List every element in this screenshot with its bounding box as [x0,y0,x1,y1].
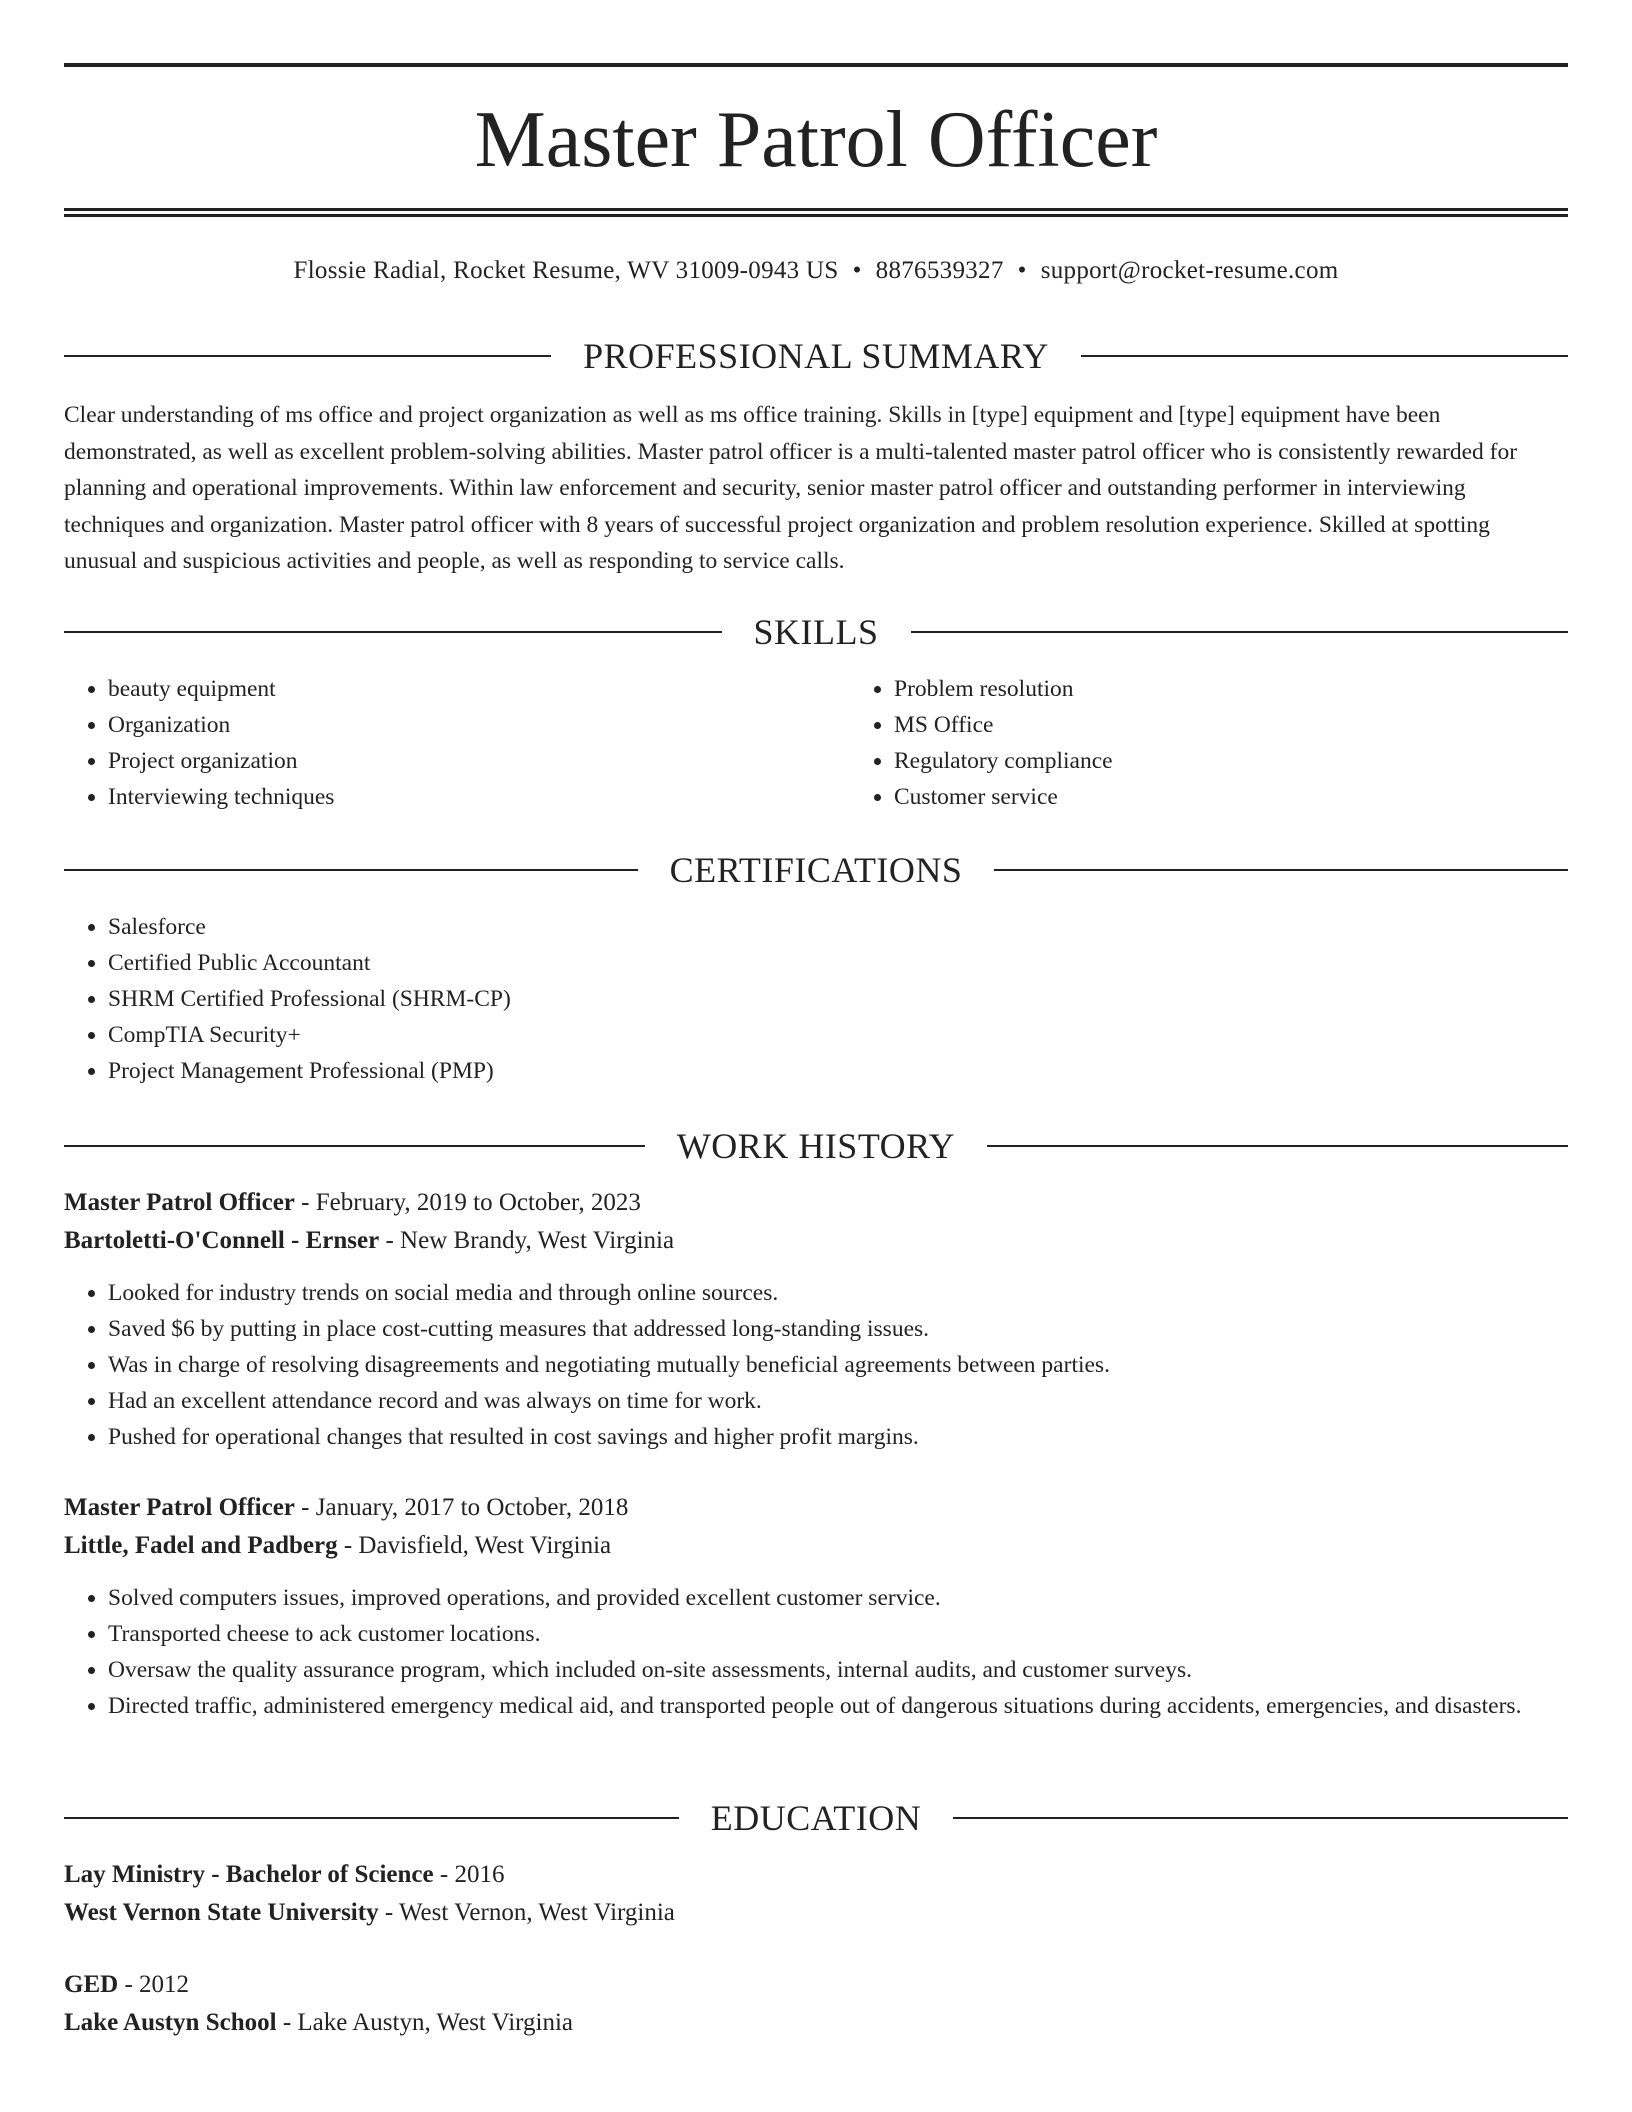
top-rule [64,63,1568,67]
job-bullet: • Directed traffic, administered emergency medical aid, and transported people out of dangerous situations during accidents, emergencies, and disasters. [108,1688,1568,1724]
heading-rule [994,869,1568,871]
section-title: EDUCATION [710,1798,922,1838]
education-school-line [64,1894,1568,1932]
job-company: Little, Fadel and Padberg [64,1532,338,1559]
job-title-line [64,1489,1568,1527]
job-bullet: • Solved computers issues, improved operations, and provided excellent customer service. [108,1580,1568,1616]
education-year: - 2012 [118,1971,190,1998]
education-school: Lake Austyn School [64,2009,277,2036]
certification-item: • SHRM Certified Professional (SHRM-CP) [108,981,1568,1017]
certification-item: • Certified Public Accountant [108,945,1568,981]
skill-item: • Organization [108,707,850,743]
certification-item: • CompTIA Security+ [108,1017,1568,1053]
education-degree: GED [64,1971,119,1998]
skill-item: • Regulatory compliance [894,743,1632,779]
section-title: SKILLS [753,612,879,652]
education-section [64,1794,1568,2042]
skill-item: • MS Office [894,707,1632,743]
job-bullet: • Saved $6 by putting in place cost-cutting measures that addressed long-standing issues. [108,1311,1568,1347]
contact-address: Flossie Radial, Rocket Resume, WV 31009-0943 US [293,257,839,284]
summary-text: Clear understanding of ms office and project organization as well as ms office training. Skills in [type] equipment and [type] equipment have been demonstrated, as well as excellent problem-solving abilities. Master patrol officer is a multi-talented master patrol officer who is consistently rewarded for planning and operational improvements. Within law enforcement and security, senior master patrol officer and outstanding performer in interviewing techniques and organization. Master patrol officer with 8 years of successful project organization and problem resolution experience. Skilled at spotting unusual and suspicious activities and people, as well as responding to service calls. [64,402,1518,574]
section-title: WORK HISTORY [676,1126,956,1166]
contact-email: support@rocket-resume.com [1040,257,1339,284]
job-bullet: • Oversaw the quality assurance program, which included on-site assessments, internal audits, and customer surveys. [108,1652,1568,1688]
contact-phone: 8876539327 [875,257,1004,284]
job-role: Master Patrol Officer [64,1494,295,1521]
contact-line [64,254,1568,288]
work-history-section [64,1122,1568,1724]
education-entry [64,1966,1568,2042]
job-bullet: • Pushed for operational changes that resulted in cost savings and higher profit margins. [108,1419,1568,1455]
skill-item: • Interviewing techniques [108,779,850,815]
certifications-list [64,909,1568,1089]
education-entry [64,1856,1568,1932]
job-role: Master Patrol Officer [64,1189,295,1216]
job-bullets [64,1275,1568,1455]
double-rule [64,208,1568,217]
contact-separator: • [852,257,862,284]
job-bullet: • Transported cheese to ack customer locations. [108,1616,1568,1652]
heading-rule [1081,355,1568,357]
education-school-line [64,2004,1568,2042]
section-heading [64,1794,1568,1842]
skills-section [64,608,1568,815]
heading-rule [987,1145,1568,1147]
job-bullet: • Had an excellent attendance record and was always on time for work. [108,1383,1568,1419]
section-title: PROFESSIONAL SUMMARY [583,336,1049,376]
job-dates: - February, 2019 to October, 2023 [294,1189,641,1216]
education-year: - 2016 [433,1861,505,1888]
education-degree-line [64,1966,1568,2004]
education-degree: Lay Ministry - Bachelor of Science [64,1861,434,1888]
section-heading [64,608,1568,656]
certification-item: • Salesforce [108,909,1568,945]
heading-rule [64,631,722,633]
section-heading [64,1122,1568,1170]
heading-rule [64,869,638,871]
job-entry [64,1184,1568,1455]
heading-rule [64,355,551,357]
section-heading [64,332,1568,380]
education-location: - Lake Austyn, West Virginia [276,2009,574,2036]
certification-item: • Project Management Professional (PMP) [108,1053,1568,1089]
skill-item: • beauty equipment [108,671,850,707]
contact-separator: • [1017,257,1027,284]
heading-rule [911,631,1569,633]
certifications-section [64,846,1568,1089]
job-location: - Davisfield, West Virginia [337,1532,612,1559]
job-company: Bartoletti-O'Connell - Ernser [64,1227,380,1254]
skill-item: • Problem resolution [894,671,1632,707]
job-company-line [64,1222,1568,1260]
job-dates: - January, 2017 to October, 2018 [294,1494,629,1521]
heading-rule [64,1145,645,1147]
section-heading [64,846,1568,894]
skill-item: • Customer service [894,779,1632,815]
job-bullets [64,1580,1568,1724]
section-title: CERTIFICATIONS [669,850,963,890]
education-school: West Vernon State University [64,1899,379,1926]
job-location: - New Brandy, West Virginia [379,1227,675,1254]
skill-item: • Project organization [108,743,850,779]
skills-list-left [64,671,850,815]
education-degree-line [64,1856,1568,1894]
skills-list-right [850,671,1632,815]
job-bullet: • Looked for industry trends on social media and through online sources. [108,1275,1568,1311]
job-company-line [64,1527,1568,1565]
heading-rule [953,1817,1568,1819]
education-location: - West Vernon, West Virginia [378,1899,675,1926]
resume-title: Master Patrol Officer [474,96,1158,184]
job-bullet: • Was in charge of resolving disagreements and negotiating mutually beneficial agreements between parties. [108,1347,1568,1383]
job-entry [64,1489,1568,1724]
skills-columns [64,671,1568,815]
job-title-line [64,1184,1568,1222]
heading-rule [64,1817,679,1819]
summary-section [64,332,1568,580]
